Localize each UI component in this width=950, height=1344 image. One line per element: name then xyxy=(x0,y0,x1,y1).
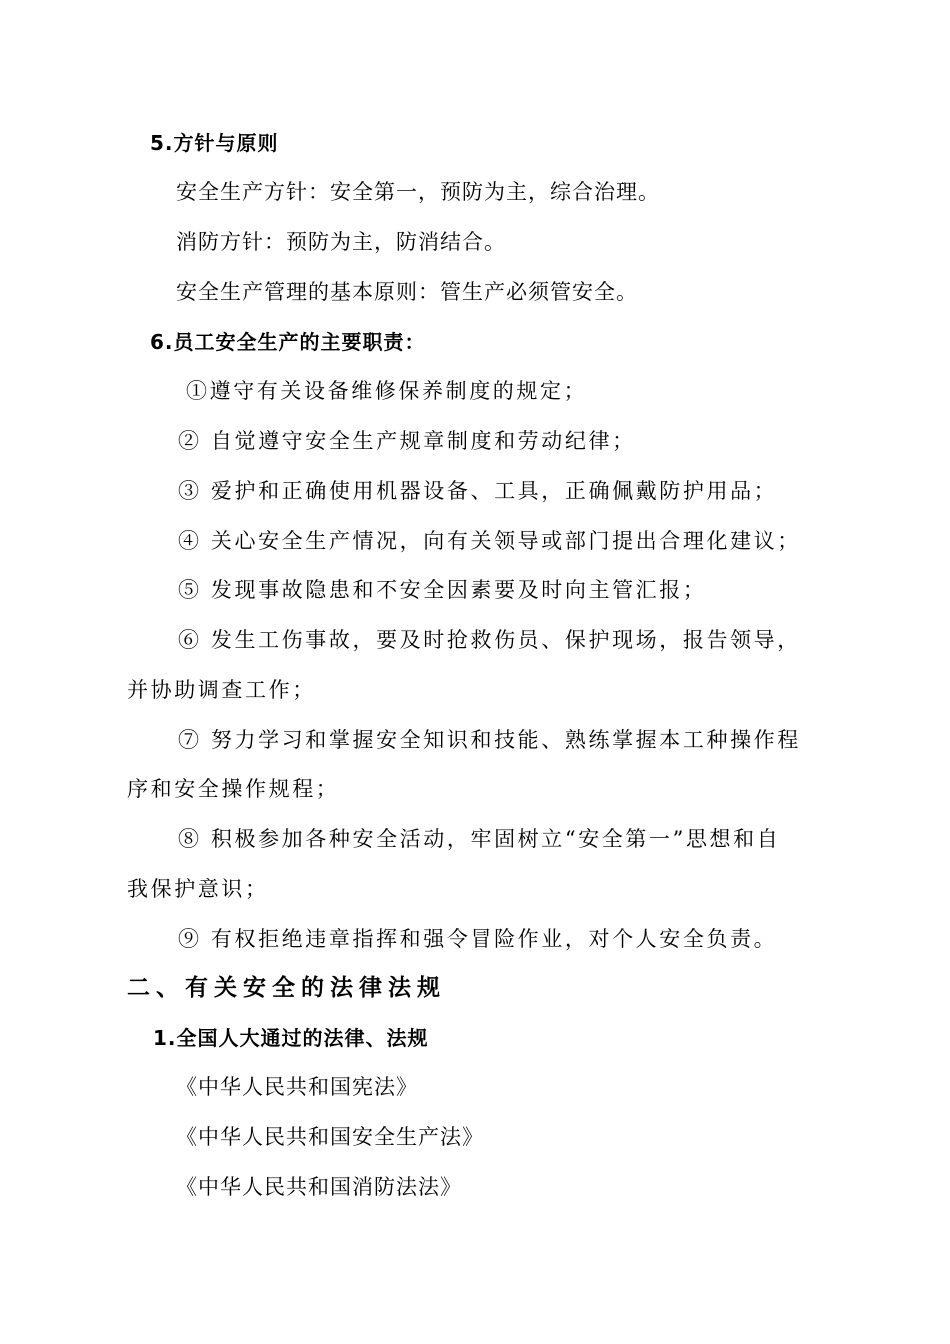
duty-item-9: ⑨ 有权拒绝违章指挥和强令冒险作业，对个人安全负责。 xyxy=(178,927,778,951)
duty-item-2: ② 自觉遵守安全生产规章制度和劳动纪律； xyxy=(178,429,636,453)
law-constitution: 《中华人民共和国宪法》 xyxy=(176,1075,418,1099)
duty-item-3: ③ 爱护和正确使用机器设备、工具，正确佩戴防护用品； xyxy=(178,479,778,503)
law-work-safety: 《中华人民共和国安全生产法》 xyxy=(176,1125,484,1149)
law-fire-protection: 《中华人民共和国消防法法》 xyxy=(176,1175,462,1199)
section-5-heading: 5.方针与原则 xyxy=(150,131,279,155)
duty-item-6: ⑥ 发生工伤事故，要及时抢救伤员、保护现场，报告领导， xyxy=(178,628,801,652)
subsection-1-heading: 1.全国人大通过的法律、法规 xyxy=(153,1026,429,1050)
duty-item-8: ⑧ 积极参加各种安全活动，牢固树立“安全第一”思想和自 xyxy=(178,827,781,851)
duty-item-4: ④ 关心安全生产情况，向有关领导或部门提出合理化建议； xyxy=(178,529,801,553)
duty-item-7-continued: 序和安全操作规程； xyxy=(127,777,340,801)
duty-item-8-continued: 我保护意识； xyxy=(127,877,269,901)
section-6-heading: 6.员工安全生产的主要职责： xyxy=(150,330,426,354)
safety-production-policy: 安全生产方针：安全第一，预防为主，综合治理。 xyxy=(176,180,660,204)
duty-item-7: ⑦ 努力学习和掌握安全知识和技能、熟练掌握本工种操作程 xyxy=(178,728,801,752)
fire-protection-policy: 消防方针：预防为主，防消结合。 xyxy=(176,230,506,254)
duty-item-1: ①遵守有关设备维修保养制度的规定； xyxy=(186,379,588,403)
duty-item-5: ⑤ 发现事故隐患和不安全因素要及时向主管汇报； xyxy=(178,578,707,602)
duty-item-6-continued: 并协助调查工作； xyxy=(127,678,316,702)
management-principle: 安全生产管理的基本原则：管生产必须管安全。 xyxy=(176,280,638,304)
part-2-title: 二、有关安全的法律法规 xyxy=(127,975,446,1001)
